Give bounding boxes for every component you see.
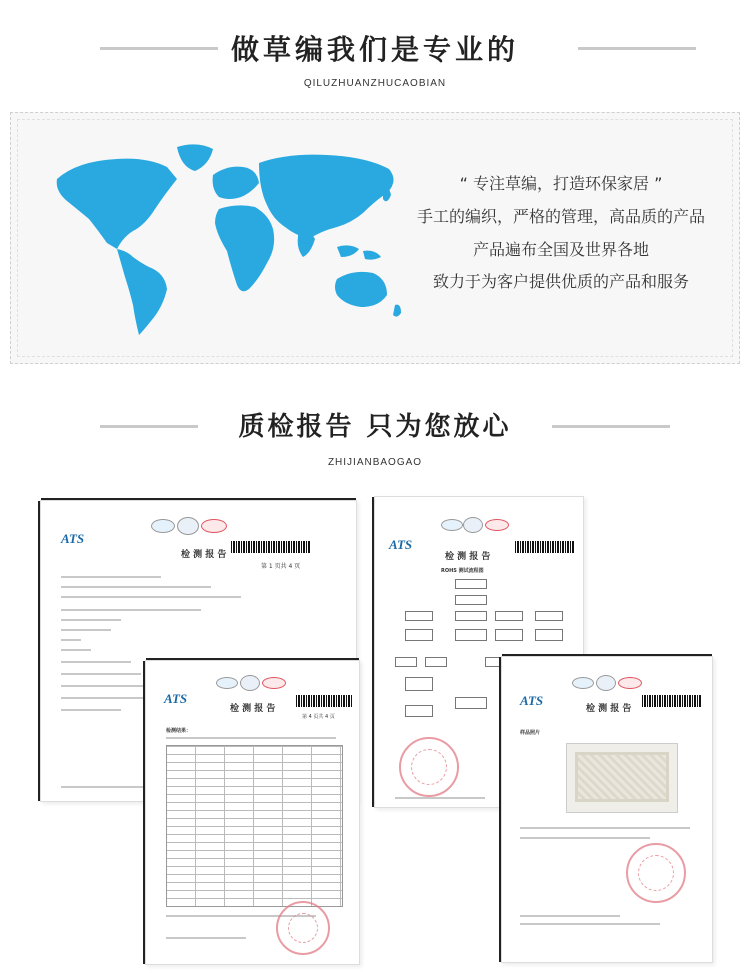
ma-badge-icon (201, 519, 227, 533)
cnas-badge-icon (240, 675, 260, 691)
slogan-line-2: 手工的编织，严格的管理，高品质的产品 (416, 207, 705, 226)
flow-box (405, 705, 433, 717)
page-edge-top (502, 654, 712, 656)
flow-box (455, 697, 487, 709)
text-line (61, 649, 91, 651)
flow-box (405, 677, 433, 691)
text-line (61, 619, 121, 621)
text-line (166, 937, 246, 939)
page-edge (143, 661, 145, 964)
page-edge-top (41, 498, 356, 500)
text-line (61, 629, 111, 631)
page-edge (38, 501, 40, 801)
text-line (520, 827, 690, 829)
section-subtitle-professional: QILUZHUANZHUCAOBIAN (303, 78, 447, 89)
flow-box (455, 595, 487, 605)
flow-box (395, 657, 417, 667)
barcode (231, 541, 311, 553)
flow-box (405, 611, 433, 621)
cert-badge-icon (441, 519, 463, 531)
text-line (520, 915, 620, 917)
report-page-4 (501, 656, 713, 963)
text-line (520, 923, 660, 925)
intro-panel (10, 112, 740, 364)
section-subtitle-inspection: ZHIJIANBAOGAO (327, 457, 423, 468)
ats-logo: ATS (389, 537, 413, 552)
barcode (296, 695, 352, 707)
ats-logo: ATS (61, 531, 85, 546)
page-edge (372, 497, 374, 807)
world-map-icon (37, 139, 407, 339)
seal-stamp (399, 737, 459, 797)
storage-basket-photo (566, 743, 678, 813)
page-edge (499, 657, 501, 962)
text-line (61, 596, 241, 598)
page-number: 第 1 页共 4 页 (261, 563, 301, 570)
flow-box (405, 629, 433, 641)
cert-badge-icon (151, 519, 175, 533)
barcode (515, 541, 575, 553)
flow-box (495, 611, 523, 621)
flow-box (495, 629, 523, 641)
seal-stamp (626, 843, 686, 903)
text-line (61, 786, 151, 788)
slogan-line-4: 致力于为客户提供优质的产品和服务 (432, 272, 689, 291)
cnas-badge-icon (177, 517, 199, 535)
cnas-badge-icon (596, 675, 616, 691)
results-table (166, 745, 343, 907)
ats-logo: ATS (520, 693, 544, 708)
ma-badge-icon (485, 519, 509, 531)
barcode (642, 695, 702, 707)
page-number: 第 4 页共 4 页 (302, 714, 335, 720)
seal-stamp (276, 901, 330, 955)
text-line (61, 609, 201, 611)
slogan-line-3: 产品遍布全国及世界各地 (472, 240, 649, 259)
flow-box (425, 657, 447, 667)
text-line (166, 737, 336, 739)
flow-heading: ROHS 测试流程图 (441, 568, 484, 574)
basket-rim (575, 752, 669, 802)
section-title-inspection: 质检报告 只为您放心 (238, 412, 512, 442)
ats-logo: ATS (164, 691, 188, 706)
slogan-line-1: “ 专注草编，打造环保家居 ” (459, 174, 663, 193)
report-title: 检 测 报 告 (445, 552, 491, 562)
flow-box (455, 579, 487, 589)
text-line (61, 709, 121, 711)
text-line (61, 576, 161, 578)
ma-badge-icon (262, 677, 286, 689)
report-page-2 (145, 660, 360, 965)
flow-box (535, 629, 563, 641)
section-title-professional: 做草编我们是专业的 (230, 33, 519, 66)
flow-box (455, 629, 487, 641)
sample-photo-heading: 样品照片 (520, 730, 541, 736)
report-title: 检 测 报 告 (230, 704, 276, 714)
cert-badge-icon (216, 677, 238, 689)
text-line (61, 586, 211, 588)
flow-box (455, 611, 487, 621)
results-heading: 检测结果： (166, 728, 192, 734)
report-title: 检 测 报 告 (181, 550, 227, 560)
cert-badge-icon (572, 677, 594, 689)
flow-box (535, 611, 563, 621)
page-edge-top (146, 658, 359, 660)
ma-badge-icon (618, 677, 642, 689)
text-line (395, 797, 485, 799)
cnas-badge-icon (463, 517, 483, 533)
text-line (61, 661, 131, 663)
text-line (61, 673, 141, 675)
text-line (520, 837, 650, 839)
text-line (61, 639, 81, 641)
report-title: 检 测 报 告 (586, 704, 632, 714)
